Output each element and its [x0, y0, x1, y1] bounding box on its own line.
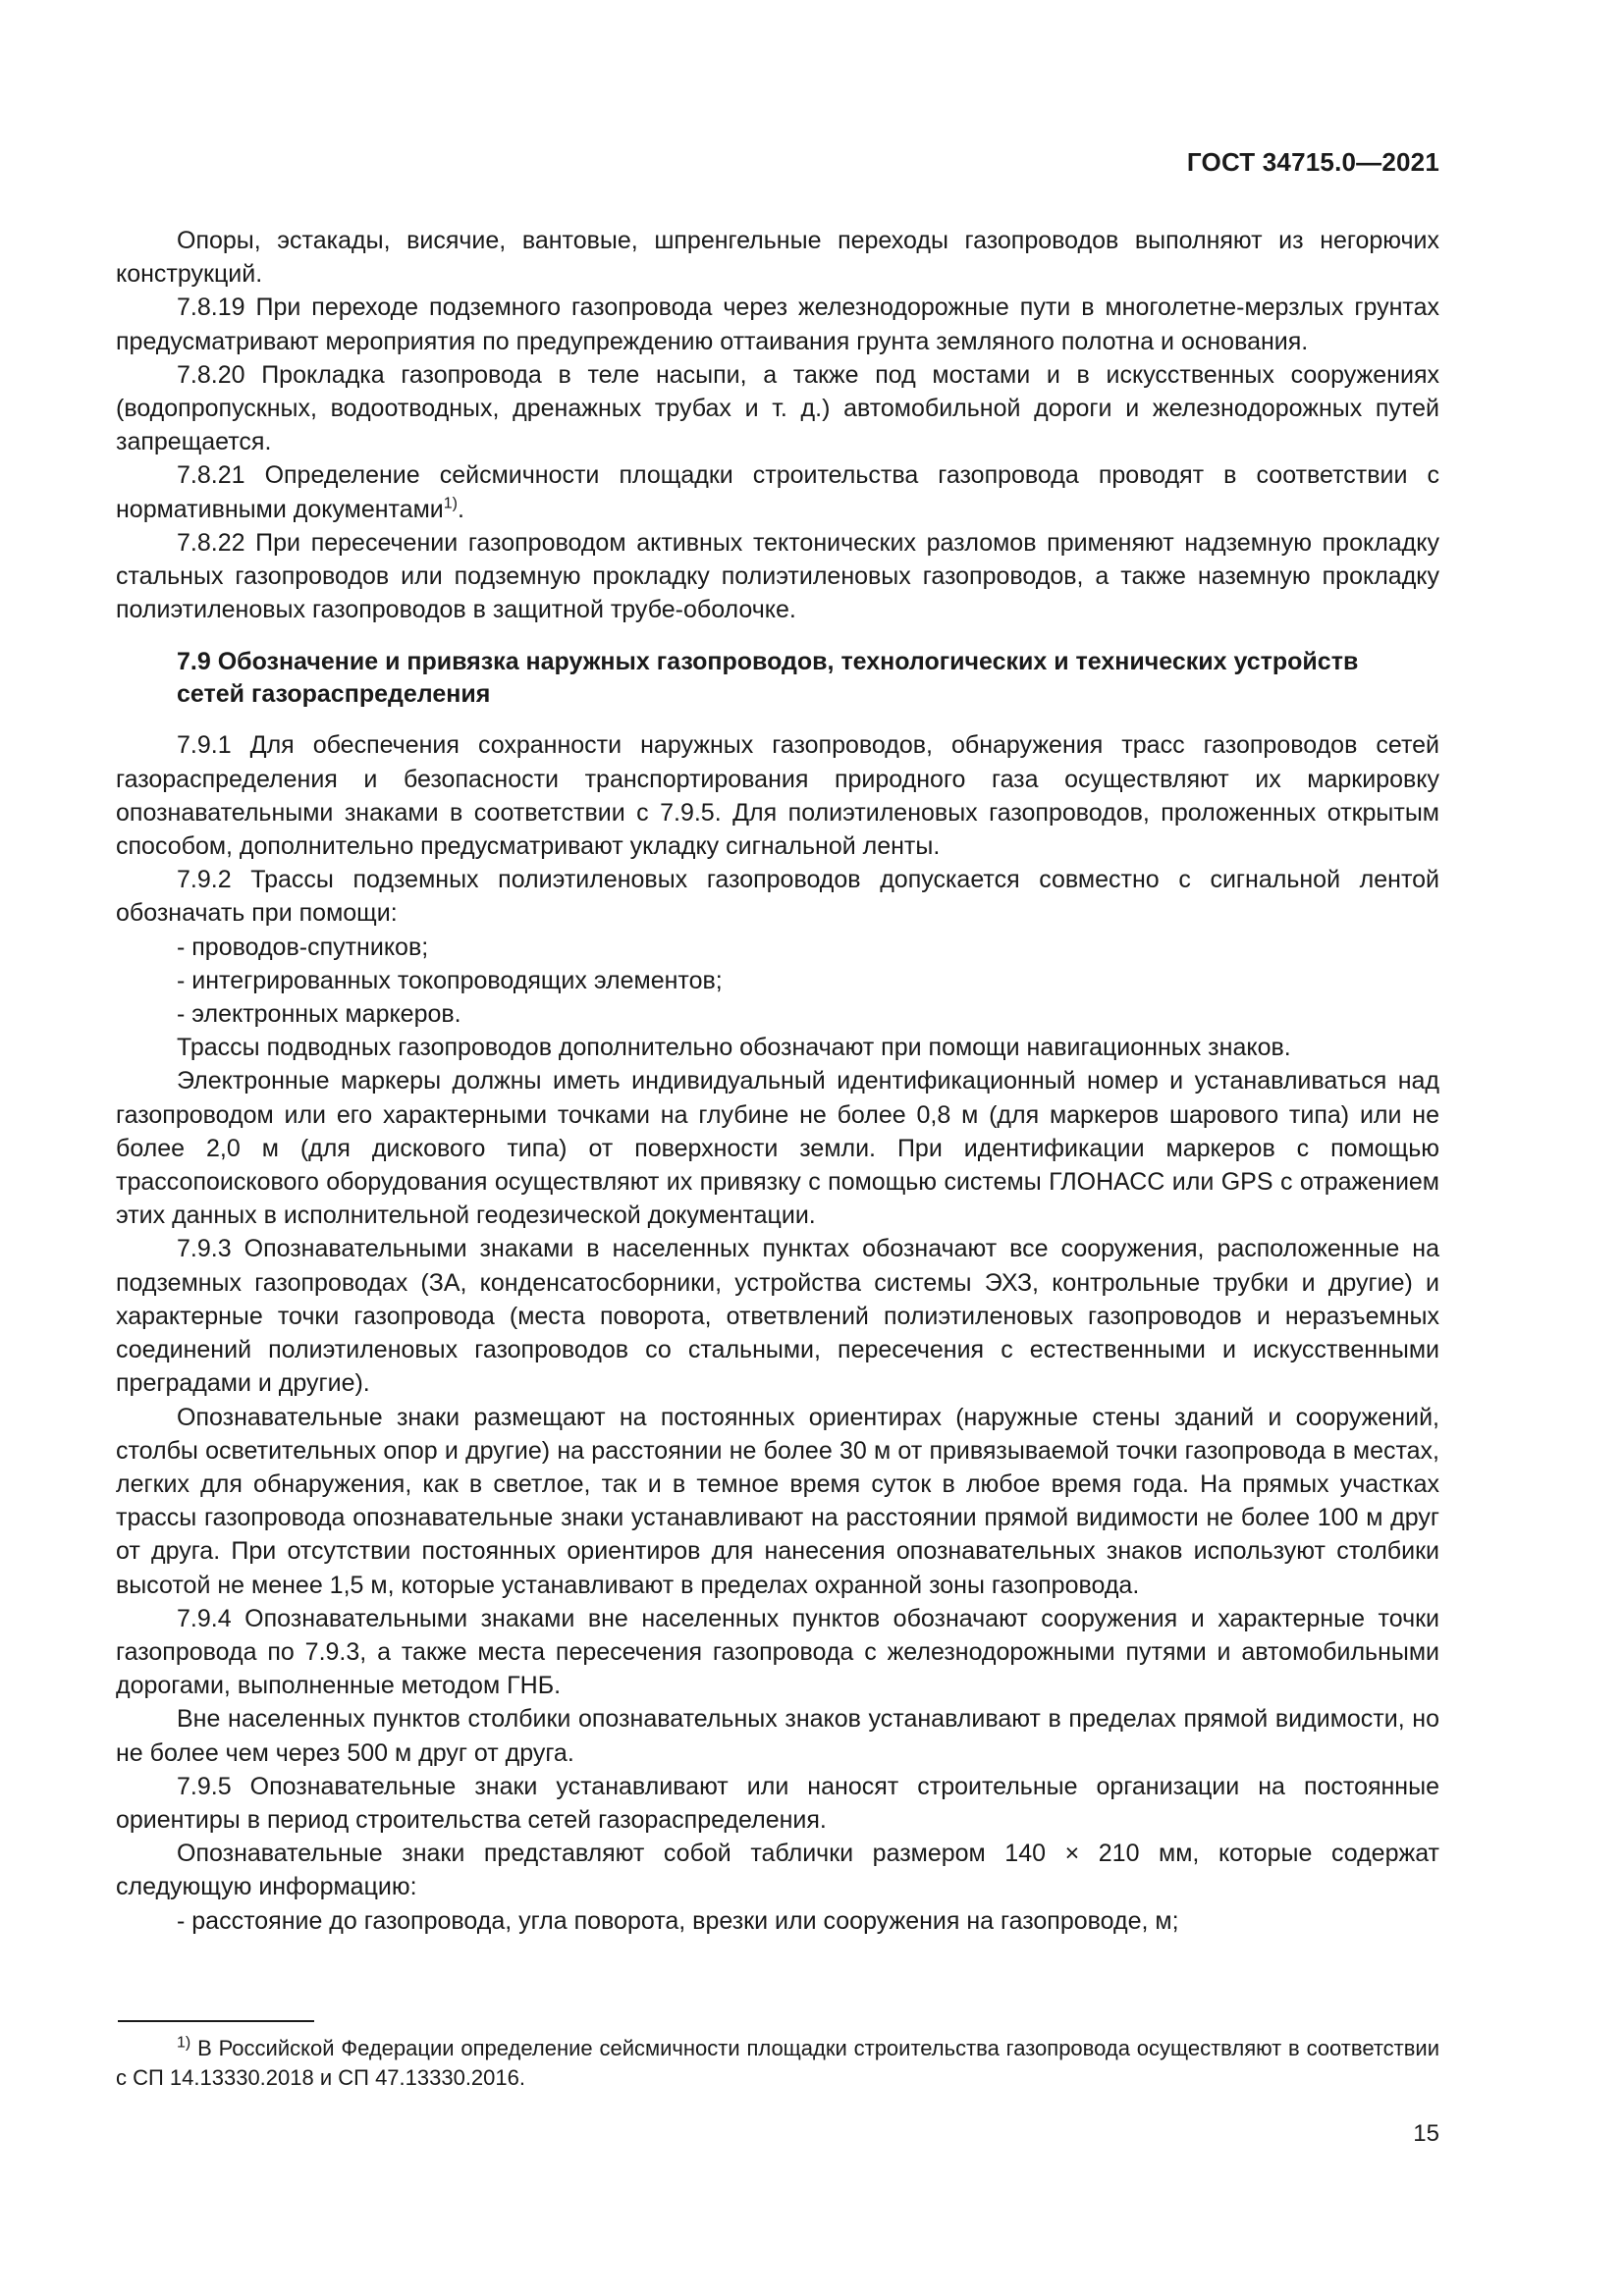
paragraph-7-8-22: 7.8.22 При пересечении газопроводом активных тектонических разломов применяют надземную прокладку стальных газопроводов или подземную прокладку полиэтиленовых газопроводов, а также наземную прокладку полиэтиленовых газопроводов в защитной трубе-оболочке.	[116, 528, 1439, 624]
paragraph-marker-placement: Опознавательные знаки размещают на постоянных ориентирах (наружные стены зданий и сооружений, столбы осветительных опор и другие) на расстоянии не более 30 м от привязываемой точки газопровода в местах, легких для обнаружения, как в светлое, так и в темное время суток в любое время года. На прямых участках трассы газопровода опознавательные знаки устанавливают на расстоянии прямой видимости не более 100 м друг от друга. При отсутствии постоянных ориентиров для нанесения опознавательных знаков используют столбики высотой не менее 1,5 м, которые устанавливают в пределах охранной зоны газопровода.	[116, 1403, 1439, 1599]
paragraph-7-9-3: 7.9.3 Опознавательными знаками в населенных пунктах обозначают все сооружения, расположенные на подземных газопроводах (ЗА, конденсатосборники, устройства системы ЭХЗ, контрольные трубки и другие) и характерные точки газопровода (места поворота, ответвлений полиэтиленовых газопроводов и неразъемных соединений полиэтиленовых газопроводов со стальными, пересечения с естественными и искусственными преградами и другие).	[116, 1235, 1439, 1398]
footnote-divider	[118, 2020, 314, 2022]
paragraph-underwater: Трассы подводных газопроводов дополнительно обозначают при помощи навигационных знаков.	[177, 1034, 1291, 1062]
paragraph-7-8-20: 7.8.20 Прокладка газопровода в теле насыпи, а также под мостами и в искусственных сооружениях (водопропускных, водоотводных, дренажных трубах и т. д.) автомобильной дороги и железнодорожных путей запрещается.	[116, 360, 1439, 456]
paragraph-outside-settlements: Вне населенных пунктов столбики опознавательных знаков устанавливают в пределах прямой видимости, но не более чем через 500 м друг от друга.	[116, 1705, 1439, 1767]
list-item: - проводов-спутников;	[177, 933, 429, 961]
paragraph-sign-plates: Опознавательные знаки представляют собой таблички размером 140 × 210 мм, которые содержат следующую информацию:	[116, 1840, 1439, 1901]
paragraph-7-8-21	[116, 458, 1439, 525]
list-item: - интегрированных токопроводящих элементов;	[177, 966, 723, 994]
paragraph-electronic-markers: Электронные маркеры должны иметь индивидуальный идентификационный номер и устанавливаться над газопроводом или его характерными точками на глубине не более 0,8 м (для маркеров шарового типа) или не более 2,0 м (для дискового типа) от поверхности земли. При идентификации маркеров с помощью трассопоискового оборудования осуществляют их привязку с помощью системы ГЛОНАСС или GPS с отражением этих данных в исполнительной геодезической документации.	[116, 1067, 1439, 1230]
footnote-text: В Российской Федерации определение сейсмичности площадки строительства газопровода осуществляют в соответствии с СП 14.13330.2018 и СП 47.13330.2016.	[116, 2036, 1439, 2090]
footnote-reference: 1)	[443, 495, 459, 512]
paragraph-7-9-1: 7.9.1 Для обеспечения сохранности наружных газопроводов, обнаружения трасс газопроводов сетей газораспределения и безопасности транспортирования природного газа осуществляют их маркировку опознавательными знаками в соответствии с 7.9.5. Для полиэтиленовых газопроводов, проложенных открытым способом, дополнительно предусматривают укладку сигнальной ленты.	[116, 731, 1439, 861]
page-number: 15	[1413, 2120, 1439, 2147]
document-body	[116, 224, 1439, 1938]
paragraph-7-9-4: 7.9.4 Опознавательными знаками вне населенных пунктов обозначают сооружения и характерные точки газопровода по 7.9.3, а также места пересечения газопровода с железнодорожными путями и автомобильными дорогами, выполненные методом ГНБ.	[116, 1604, 1439, 1700]
paragraph-7-9-2: 7.9.2 Трассы подземных полиэтиленовых газопроводов допускается совместно с сигнальной лентой обозначать при помощи:	[116, 866, 1439, 928]
paragraph-supports: Опоры, эстакады, висячие, вантовые, шпренгельные переходы газопроводов выполняют из негорючих конструкций.	[116, 227, 1439, 289]
paragraph-7-8-21-end: .	[458, 495, 464, 523]
paragraph-7-8-19: 7.8.19 При переходе подземного газопровода через железнодорожные пути в многолетне-мерзлых грунтах предусматривают мероприятия по предупреждению оттаивания грунта земляного полотна и основания.	[116, 294, 1439, 355]
paragraph-7-9-5: 7.9.5 Опознавательные знаки устанавливают или наносят строительные организации на постоянные ориентиры в период строительства сетей газораспределения.	[116, 1772, 1439, 1834]
list-item: - электронных маркеров.	[177, 1000, 461, 1029]
list-item: - расстояние до газопровода, угла поворота, врезки или сооружения на газопроводе, м;	[177, 1906, 1179, 1935]
paragraph-7-8-21-text: 7.8.21 Определение сейсмичности площадки строительства газопровода проводят в соответствии с нормативными документами	[116, 461, 1439, 523]
section-heading-7-9: 7.9 Обозначение и привязка наружных газопроводов, технологических и технических устройств сетей газораспределения	[177, 648, 1359, 709]
footnote	[116, 2034, 1439, 2093]
document-header: ГОСТ 34715.0—2021	[1186, 147, 1439, 177]
footnote-marker: 1)	[177, 2034, 191, 2052]
